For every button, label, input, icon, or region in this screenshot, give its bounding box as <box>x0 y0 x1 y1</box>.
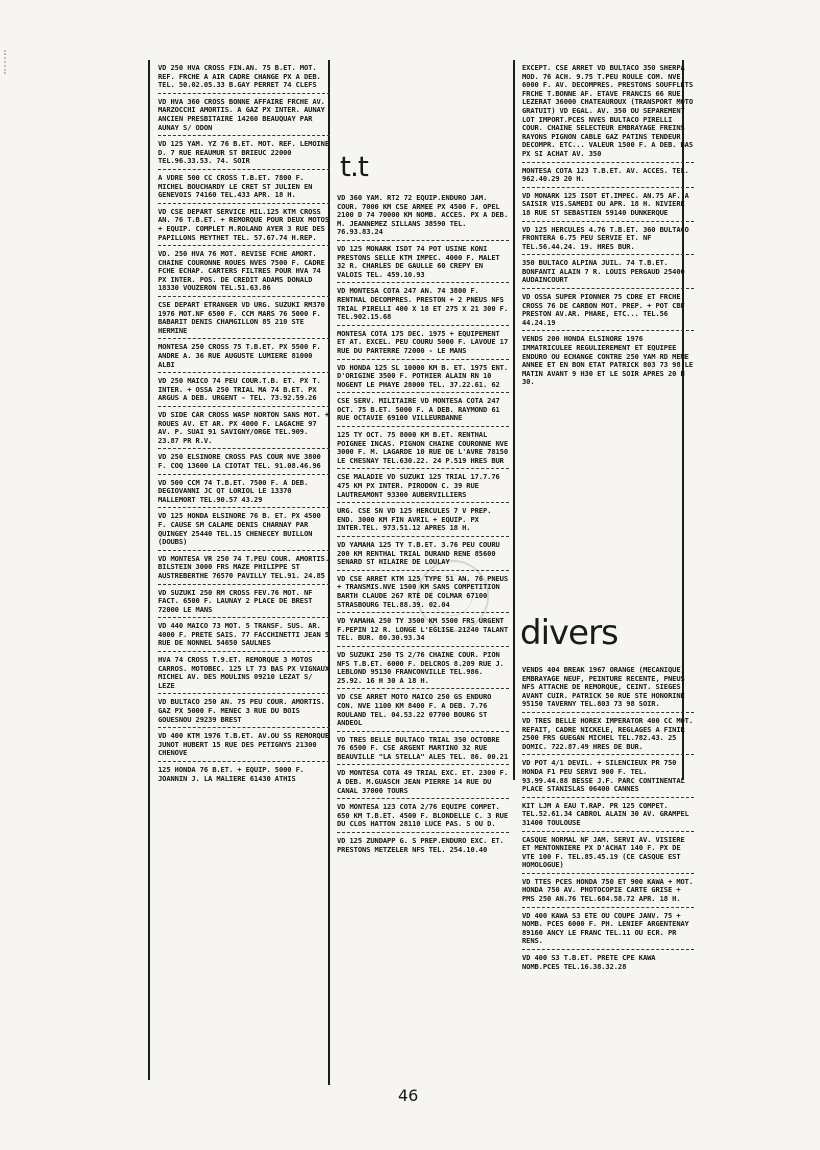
classified-ad: VD YAMAHA 125 TY T.B.ET. 3.76 PEU COURU 200 KM RENTHAL TRIAL DURAND RENE 85600 SENARD ST HILAIRE DE LOULAY <box>337 539 509 571</box>
classified-ad: VD SIDE CAR CROSS WASP NORTON SANS MOT. + ROUES AV. ET AR. PX 4000 F. LAGACHE 97 AV. P. SUAI 91 SAVIGNY/ORGE TEL.909. 23.87 PR R.V. <box>158 409 330 449</box>
classified-ad: VD 125 YAM. YZ 76 B.ET. MOT. REF. LEMOINE D. 7 RUE REAUMUR ST BRIEUC 22000 TEL.96.33.53. 74. SOIR <box>158 138 330 170</box>
classified-ad: VD 400 KTM 1976 T.B.ET. AV.OU SS REMORQUE JUNOT HUBERT 15 RUE DES PETIGNYS 21300 CHENOVE <box>158 730 330 762</box>
classified-ad: VD YAMAHA 250 TY 3500 KM 5500 FRS URGENT F.PEPIN 12 R. LONGE L'EGLISE 21240 TALANT TEL. BUR. 80.30.93.34 <box>337 615 509 647</box>
classified-ad: VD CSE ARRET MOTO MAICO 250 GS ENDURO CON. NVE 1100 KM 8400 F. A DEB. 7.76 ROULAND TEL. 04.53.22 07700 BOURG ST ANDEOL <box>337 691 509 731</box>
classified-ad: VD SUZUKI 250 TS 2/76 CHAINE COUR. PION NFS T.B.ET. 6000 F. DELCROS 8.209 RUE J. LEBLOND 95130 FRANCONVILLE TEL.986. 25.92. 16 H 30 A 18 H. <box>337 649 509 689</box>
classified-ad: MONTESA COTA 175 DEC. 1975 + EQUIPEMENT ET AT. EXCEL. PEU COURU 5000 F. LAVOUE 17 RUE DU PARTERRE 72000 - LE MANS <box>337 328 509 360</box>
classified-ad: VD HVA 360 CROSS BONNE AFFAIRE FRCHE AV. MARZOCCHI AMORTIS. A GAZ PX INTER. AUNAY ANCIEN PRESBITAIRE 14260 BEAUQUAY PAR AUNAY S/ ODON <box>158 96 330 136</box>
classified-ad: VD TTES PCES HONDA 750 ET 900 KAWA + MOT. HONDA 750 AV. PHOTOCOPIE CARTE GRISE + PMS 250 AN.76 TEL.684.58.72 APR. 18 H. <box>522 876 694 908</box>
classified-ad: VENDS 404 BREAK 1967 ORANGE (MECANIQUE) EMBRAYAGE NEUF, PEINTURE RECENTE, PNEUS NFS ATTACHE DE REMORQUE, CEINT. SIEGES AVANT CUIR. PATRICK 50 RUE STE HONORINE 95150 TAVERNY TEL.803 73 98 SOIR. <box>522 664 694 713</box>
classified-ad: VD 500 CCM 74 T.B.ET. 7500 F. A DEB. DEGIOVANNI JC QT LORIOL LE 13370 MALLEMORT TEL.90.57 43.29 <box>158 477 330 509</box>
ads-column-trial-continued <box>522 62 694 392</box>
classified-ad: VD MONTESA VR 250 74 T.PEU COUR. AMORTIS. BILSTEIN 3000 FRS MAZE PHILIPPE ST AUSTREBERTHE 76570 PAVILLY TEL.91. 24.85 <box>158 553 330 585</box>
classified-ad: VD 400 KAWA S3 ETE OU COUPE JANV. 75 + NOMB. PCES 6000 F. PH. LENIEF ARGENTENAY 89160 ANCY LE FRANC TEL.11 OU ECR. PR RENS. <box>522 910 694 950</box>
ads-column-trial <box>337 192 509 859</box>
classified-ad: VD 125 ZUNDAPP G. S PREP.ENDURO EXC. ET. PRESTONS METZELER NFS TEL. 254.10.40 <box>337 836 504 854</box>
binder-holes <box>4 50 20 74</box>
classified-ad: VENDS 200 HONDA ELSINORE 1976 IMMATRICULEE REGULIEREMENT ET EQUIPEE ENDURO OU ECHANGE CONTRE 250 YAM RD MEME ANNEE ET EN BON ETAT PATRICK 803 73 98 LE MATIN AVANT 9 H30 ET LE SOIR APRES 20 H 30. <box>522 334 694 387</box>
classified-ad: 125 TY OCT. 75 8000 KM B.ET. RENTHAL POIGNEE INCAS. PIGNON CHAINE COURONNE NVE 3000 F. M. LAGARDE 10 RUE DE L'AVRE 78150 LE CHESNAY TEL.630.22. 24 P.519 HRES BUR <box>337 429 509 469</box>
classified-ad: KIT LJM A EAU T.RAP. PR 125 COMPET. TEL.52.61.34 CABROL ALAIN 30 AV. GRAMPEL 31400 TOULOUSE <box>522 800 694 832</box>
classified-ad: VD SUZUKI 250 RM CROSS FEV.76 MOT. NF FACT. 6500 F. LAUNAY 2 PLACE DE BREST 72000 LE MANS <box>158 587 330 619</box>
classified-ad: VD 125 HERCULES 4.76 T.B.ET. 360 BULTACO FRONTERA 6.75 PEU SERVIE ET. NF TEL.56.44.24. 19. HRES BUR. <box>522 224 694 256</box>
classified-ad: VD MONTESA COTA 247 AN. 74 3800 F. RENTHAL DECOMPRES. PRESTON + 2 PNEUS NFS TRIAL PIRELLI 400 X 18 ET 275 X 21 300 F. TEL.902.15.68 <box>337 285 509 325</box>
section-heading-divers: divers <box>520 613 618 653</box>
page-number: 46 <box>398 1086 419 1105</box>
classified-ad: VD 440 MAICO 73 MOT. 5 TRANSF. SUS. AR. 4000 F. PRETE SAIS. 77 FACCHINETTI JEAN 5 RUE DE NONNEL 54650 SAULNES <box>158 620 330 652</box>
column-rule-left <box>148 60 150 1080</box>
classified-ad: CSE DEPART ETRANGER VD URG. SUZUKI RM370 1976 MOT.NF 6500 F. CCM MARS 76 5000 F. BABARIT DENIS CHAMGILLON 85 210 STE HERMINE <box>158 299 330 339</box>
classified-ad: VD. 250 HVA 76 MOT. REVISE FCHE AMORT. CHAINE COURONNE ROUES NVES 7500 F. CADRE FCHE ECHAP. CARTERS FILTRES POUR HVA 74 PX INTER. POS. DE CREDIT ADAMS DONALD 18330 VOUZERON TEL.51.63.86 <box>158 248 330 297</box>
classified-ad: EXCEPT. CSE ARRET VD BULTACO 350 SHERPA MOD. 76 ACH. 9.75 T.PEU ROULE COM. NVE 6000 F. AV. DECOMPRES. PRESTONS SOUFFLETS FRCHE T.BONNE AF. ETAVE FRANCIS 66 RUE LEZERAT 36000 CHATEAUROUX (TRANSPORT MOTO GRATUIT) VD EGAL. AV. 350 OU SEPAREMENT LOT IMPORT.PCES NVES BULTACO PIRELLI COUR. CHAINE SELECTEUR EMBRAYAGE FREINS RAYONS PIGNON CABLE GAZ PATINS TENDEUR DECOMPR. ETC... VALEUR 1500 F. A DEB. BAS PX SI ACHAT AV. 350 <box>522 62 694 163</box>
classified-ad: CSE MALADIE VD SUZUKI 125 TRIAL 17.7.76 475 KM PX INTER. PIRODON C. 39 RUE LAUTREAMONT 93300 AUBERVILLIERS <box>337 471 509 503</box>
classified-ad: VD POT 4/1 DEVIL. + SILENCIEUX PR 750 HONDA F1 PEU SERVI 900 F. TEL. 93.99.44.88 BESSE J.F. PARC CONTINENTAL PLACE STANISLAS 06400 CANNES <box>522 757 694 797</box>
classified-ad: VD 125 MONARK ISDT 74 POT USINE KONI PRESTONS SELLE KTM IMPEC. 4000 F. MALET 32 R. CHARLES DE GAULLE 60 CREPY EN VALOIS TEL. 459.10.93 <box>337 243 509 283</box>
classified-ad: VD MONARK 125 ISDT ET.IMPEC. AN.75 AF. A SAISIR VIS.SAMEDI OU APR. 18 H. NIVIERE 18 RUE ST SEBASTIEN 59140 DUNKERQUE <box>522 190 694 222</box>
classified-ad: VD CSE ARRET KTM 125 TYPE 51 AN. 76 PNEUS + TRANSMIS.NVE 1500 KM SANS COMPETITION BARTH CLAUDE 267 RTE DE COLMAR 67100 STRASBOURG TEL.88.39. 02.04 <box>337 573 509 613</box>
classified-ad: MONTESA 250 CROSS 75 T.B.ET. PX 5500 F. ANDRE A. 36 RUE AUGUSTE LUMIERE 81000 ALBI <box>158 341 330 373</box>
section-heading-trial: t.t <box>340 150 368 183</box>
classified-ad: VD 250 HVA CROSS FIN.AN. 75 B.ET. MOT. REF. FRCHE A AIR CADRE CHANGE PX A DEB. TEL. 50.02.05.33 B.GAY PERRET 74 CLEFS <box>158 62 330 94</box>
classified-ad: VD CSE DEPART SERVICE MIL.125 KTM CROSS AN. 76 T.B.ET. + REMORQUE POUR DEUX MOTOS + EQUIP. COMPLET M.ROLAND AYER 3 RUE DES PAPILLONS MEYTHET TEL. 57.67.74 H.REP. <box>158 206 330 246</box>
classified-ad: HVA 74 CROSS T.9.ET. REMORQUE 3 MOTOS CARROS. MOTOBEC. 125 LT 73 BAS PX VIGNAUX MICHEL AV. DES MOULINS 09210 LEZAT S/ LEZE <box>158 654 330 694</box>
column-rule-right-a <box>513 60 515 780</box>
classified-ad: CSE SERV. MILITAIRE VD MONTESA COTA 247 OCT. 75 B.ET. 5000 F. A DEB. RAYMOND 61 RUE OCTAVIE 69100 VILLEURBANNE <box>337 395 509 427</box>
classified-ad: VD 360 YAM. RT2 72 EQUIP.ENDURO JAM. COUR. 7000 KM CSE ARMEE PX 4500 F. OPEL 2100 D 74 70000 KM NOMB. ACCES. PX A DEB. M. JEANNEMEZ SILLANS 38590 TEL. 76.93.83.24 <box>337 192 509 241</box>
classified-ad: 125 HONDA 76 B.ET. + EQUIP. 5000 F. JOANNIN J. LA MALIERE 61430 ATHIS <box>158 765 304 783</box>
classified-ad: VD MONTESA COTA 49 TRIAL EXC. ET. 2300 F. A DEB. M.GUASCH JEAN PIERRE 14 RUE DU CANAL 37000 TOURS <box>337 767 509 799</box>
classified-ad: VD 250 MAICO 74 PEU COUR.T.B. ET. PX T. INTER. + OSSA 250 TRIAL MA 74 B.ET. PX ARGUS A DEB. URGENT - TEL. 73.92.59.26 <box>158 375 330 407</box>
ads-column-divers <box>522 664 694 976</box>
classified-ad: VD 250 ELSINORE CROSS PAS COUR NVE 3800 F. COQ 13600 LA CIOTAT TEL. 91.08.46.96 <box>158 451 330 474</box>
classified-ad: A VDRE 500 CC CROSS T.B.ET. 7800 F. MICHEL BOUCHARDY LE CRET ST JULIEN EN GENEVOIS 74160 TEL.433 APR. 18 H. <box>158 172 330 204</box>
classified-ad: CASQUE NORMAL NF JAM. SERVI AV. VISIERE ET MENTONNIERE PX D'ACHAT 140 F. PX DE VTE 100 F. TEL.85.45.19 (CE CASQUE EST HOMOLOGUE) <box>522 834 694 874</box>
classified-ad: VD OSSA SUPER PIONNER 75 CDRE ET FRCHE CROSS 76 DE CARBON MOT. PREP. + POT CBF PRESTON AV.AR. PHARE, ETC... TEL.56 44.24.19 <box>522 291 694 331</box>
classified-ad: VD TRES BELLE BULTACO TRIAL 350 OCTOBRE 76 6500 F. CSE ARGENT MARTINO 32 RUE BEAUVILLE "LA STELLA" ALES TEL. 86. 00.21 <box>337 734 509 766</box>
classified-ad: VD 400 S3 T.B.ET. PRETE CPE KAWA NOMB.PCES TEL.16.38.32.28 <box>522 953 656 971</box>
classified-ad: URG. CSE SN VD 125 HERCULES 7 V PREP. END. 3000 KM FIN AVRIL + EQUIP. PX INTER.TEL. 973.51.12 APRES 18 H. <box>337 505 509 537</box>
classified-ad: MONTESA COTA 123 T.B.ET. AV. ACCES. TEL. 962.40.29 20 H. <box>522 165 694 188</box>
classified-ad: VD BULTACO 250 AN. 75 PEU COUR. AMORTIS. GAZ PX 5000 F. MENEC 3 RUE DU BOIS GOUESNOU 29239 BREST <box>158 696 330 728</box>
classified-ad: VD HONDA 125 SL 10000 KM B. ET. 1975 ENT. D'ORIGINE 3500 F. POTHIER ALAIN RN 10 NOGENT LE PHAYE 28000 TEL. 37.22.61. 62 <box>337 362 509 394</box>
classified-ad: 350 BULTACO ALPINA JUIL. 74 T.B.ET. BONFANTI ALAIN 7 R. LOUIS PERGAUD 25400 AUDAINCOURT <box>522 257 694 289</box>
classified-ad: VD 125 HONDA ELSINORE 76 B. ET. PX 4500 F. CAUSE SM CALAME DENIS CHARNAY PAR QUINGEY 25440 TEL.15 CHENECEY BUILLON (DOUBS) <box>158 510 330 550</box>
ads-column-cross <box>158 62 330 788</box>
classified-ad: VD TRES BELLE HOREX IMPERATOR 400 CC MOT. REFAIT, CADRE NICKELE, REGLAGES A FINIR 2500 FRS GUEGAN MICHEL TEL.782.43. 25 DOMIC. 722.87.49 HRES DE BUR. <box>522 715 694 755</box>
classified-ad: VD MONTESA 123 COTA 2/76 EQUIPE COMPET. 650 KM T.B.ET. 4500 F. BLONDELLE C. 3 RUE DU CLOS HATTON 28110 LUCE PAS. S OU D. <box>337 801 509 833</box>
